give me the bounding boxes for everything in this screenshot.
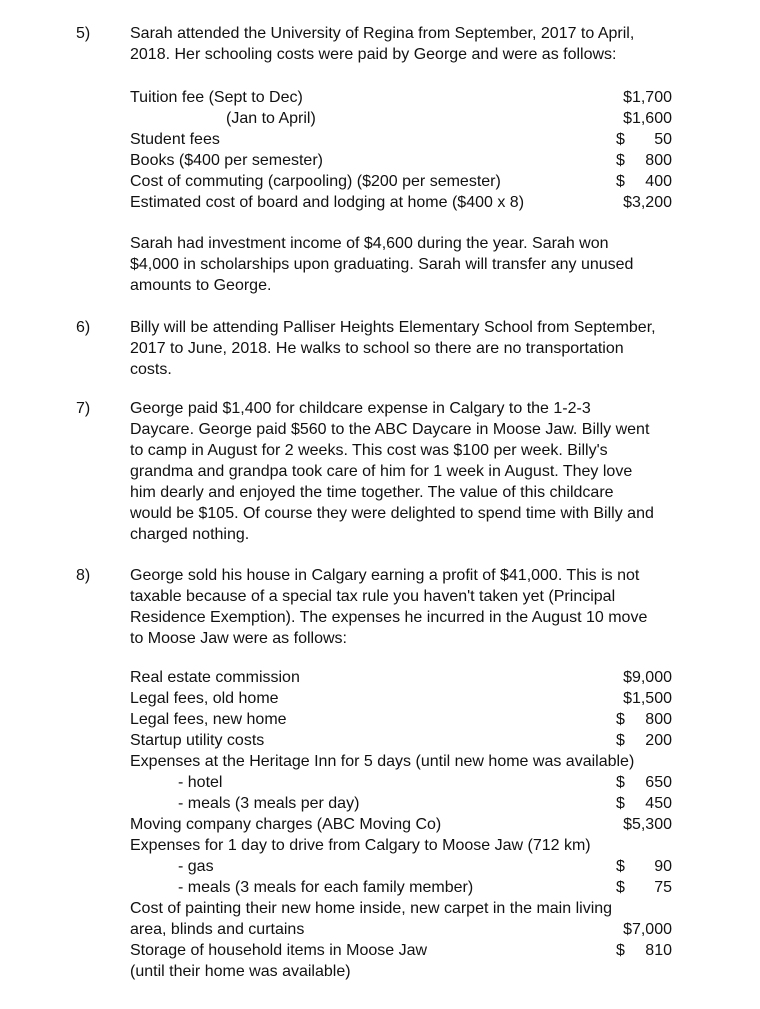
text-line: taxable because of a special tax rule you haven't taken yet (Principal xyxy=(130,588,616,605)
currency-sign: $ xyxy=(616,131,625,148)
cost-row-board-lodging xyxy=(130,193,675,214)
cost-row-tuition-jan-april xyxy=(130,109,675,130)
expense-amount: 800 xyxy=(645,711,672,728)
cost-label: Tuition fee (Sept to Dec) xyxy=(130,89,306,106)
cost-label: Student fees xyxy=(130,131,223,148)
expense-row-real-estate xyxy=(130,668,675,689)
expense-row-hotel xyxy=(130,773,675,794)
expense-heading-drive: Expenses for 1 day to drive from Calgary to Moose Jaw (712 km) xyxy=(130,837,591,854)
expense-label: Legal fees, new home xyxy=(130,711,290,728)
text-line: $4,000 in scholarships upon graduating. Sarah will transfer any unused xyxy=(130,256,634,273)
currency-sign: $ xyxy=(616,732,625,749)
cost-amount: $3,200 xyxy=(623,194,672,211)
currency-sign: $ xyxy=(616,774,625,791)
expense-heading-heritage-inn: Expenses at the Heritage Inn for 5 days (until new home was available) xyxy=(130,753,635,770)
text-line: 2017 to June, 2018. He walks to school so there are no transportation xyxy=(130,340,624,357)
cost-amount: 800 xyxy=(645,152,672,169)
currency-sign: $ xyxy=(616,711,625,728)
expense-row-legal-old xyxy=(130,689,675,710)
cost-label: Cost of commuting (carpooling) ($200 per semester) xyxy=(130,173,504,190)
item-number: 8) xyxy=(76,567,91,584)
expense-row-painting xyxy=(130,920,675,941)
expense-amount: 650 xyxy=(645,774,672,791)
item-number: 6) xyxy=(76,319,91,336)
cost-row-student-fees xyxy=(130,130,675,151)
text-line: costs. xyxy=(130,361,172,378)
expense-label: Real estate commission xyxy=(130,669,303,686)
text-line: Sarah had investment income of $4,600 during the year. Sarah won xyxy=(130,235,609,252)
expense-row-utility xyxy=(130,731,675,752)
text-line: Residence Exemption). The expenses he incurred in the August 10 move xyxy=(130,609,648,626)
expense-row-legal-new xyxy=(130,710,675,731)
cost-amount: $1,700 xyxy=(623,89,672,106)
text-line: would be $105. Of course they were delighted to spend time with Billy and xyxy=(130,505,654,522)
cost-label: (Jan to April) xyxy=(226,110,319,127)
expense-storage-note: (until their home was available) xyxy=(130,963,351,980)
expense-label: - hotel xyxy=(178,774,225,791)
currency-sign: $ xyxy=(616,173,625,190)
currency-sign: $ xyxy=(616,858,625,875)
expense-label: area, blinds and curtains xyxy=(130,921,307,938)
cost-row-tuition-sept-dec xyxy=(130,88,675,109)
expense-label: Legal fees, old home xyxy=(130,690,282,707)
expense-row-drive-meals xyxy=(130,878,675,899)
text-line: amounts to George. xyxy=(130,277,272,294)
currency-sign: $ xyxy=(616,942,625,959)
expense-amount: $7,000 xyxy=(623,921,672,938)
cost-amount: 50 xyxy=(654,131,672,148)
expense-label: - meals (3 meals per day) xyxy=(178,795,362,812)
cost-label: Books ($400 per semester) xyxy=(130,152,326,169)
expense-amount: $9,000 xyxy=(623,669,672,686)
expense-label: Storage of household items in Moose Jaw xyxy=(130,942,430,959)
item-number: 7) xyxy=(76,400,91,417)
expense-amount: 810 xyxy=(645,942,672,959)
expense-row-gas xyxy=(130,857,675,878)
text-line: Sarah attended the University of Regina from September, 2017 to April, xyxy=(130,25,635,42)
expense-amount: 75 xyxy=(654,879,672,896)
cost-amount: $1,600 xyxy=(623,110,672,127)
cost-row-books xyxy=(130,151,675,172)
cost-label: Estimated cost of board and lodging at home ($400 x 8) xyxy=(130,194,527,211)
expense-row-inn-meals xyxy=(130,794,675,815)
expense-painting-line: Cost of painting their new home inside, new carpet in the main living xyxy=(130,900,613,917)
expense-label: Moving company charges (ABC Moving Co) xyxy=(130,816,444,833)
text-line: George paid $1,400 for childcare expense in Calgary to the 1-2-3 xyxy=(130,400,591,417)
expense-amount: $1,500 xyxy=(623,690,672,707)
expense-row-moving-company xyxy=(130,815,675,836)
text-line: him dearly and enjoyed the time together. The value of this childcare xyxy=(130,484,614,501)
expense-row-storage xyxy=(130,941,675,962)
expense-amount: 90 xyxy=(654,858,672,875)
text-line: 2018. Her schooling costs were paid by George and were as follows: xyxy=(130,46,617,63)
text-line: grandma and grandpa took care of him for 1 week in August. They love xyxy=(130,463,633,480)
expense-label: - gas xyxy=(178,858,217,875)
text-line: George sold his house in Calgary earning a profit of $41,000. This is not xyxy=(130,567,640,584)
currency-sign: $ xyxy=(616,152,625,169)
text-line: Billy will be attending Palliser Heights Elementary School from September, xyxy=(130,319,656,336)
expense-amount: 450 xyxy=(645,795,672,812)
expense-label: - meals (3 meals for each family member) xyxy=(178,879,476,896)
expense-amount: $5,300 xyxy=(623,816,672,833)
item-number: 5) xyxy=(76,25,91,42)
currency-sign: $ xyxy=(616,795,625,812)
text-line: Daycare. George paid $560 to the ABC Daycare in Moose Jaw. Billy went xyxy=(130,421,650,438)
text-line: to camp in August for 2 weeks. This cost was $100 per week. Billy's xyxy=(130,442,608,459)
cost-amount: 400 xyxy=(645,173,672,190)
text-line: charged nothing. xyxy=(130,526,250,543)
expense-amount: 200 xyxy=(645,732,672,749)
expense-label: Startup utility costs xyxy=(130,732,267,749)
text-line: to Moose Jaw were as follows: xyxy=(130,630,347,647)
currency-sign: $ xyxy=(616,879,625,896)
cost-row-commuting xyxy=(130,172,675,193)
